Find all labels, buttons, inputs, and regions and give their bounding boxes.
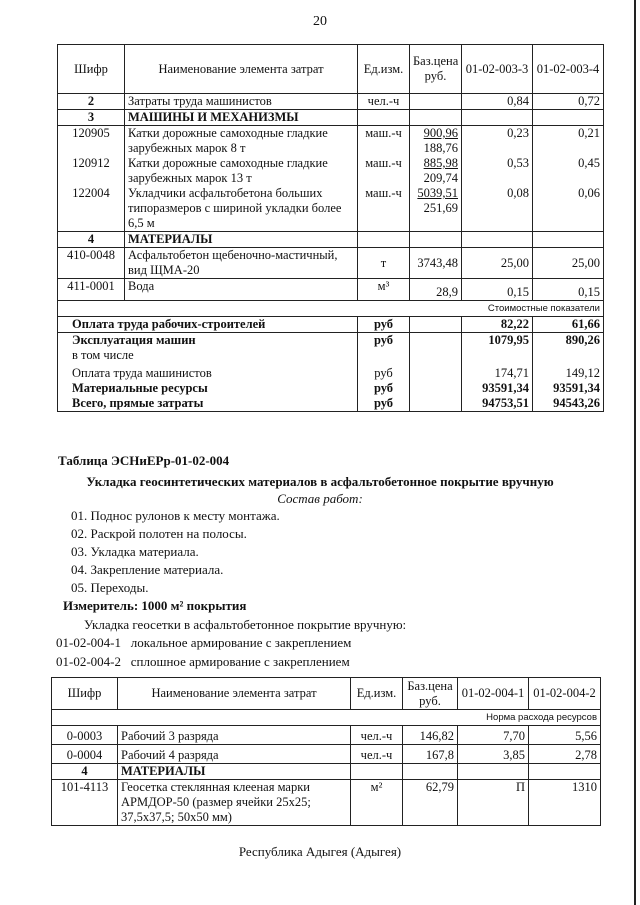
step-item: 01. Поднос рулонов к месту монтажа. — [71, 508, 280, 523]
meter-line: Измеритель: 1000 м² покрытия — [63, 598, 247, 613]
row-v1: 0,53 — [462, 156, 533, 186]
cost-name: Оплата труда рабочих-строителей — [58, 317, 358, 333]
cost-name: в том числе — [58, 348, 358, 363]
row-code: 2 — [58, 94, 125, 110]
row-name: Асфальтобетон щебеночно-мастичный, вид ЩМА-20 — [125, 248, 358, 279]
row-name: Вода — [125, 279, 358, 301]
section-code: 4 — [58, 232, 125, 248]
row-v1: 25,00 — [462, 248, 533, 279]
table-row — [58, 186, 604, 232]
row-name: Катки дорожные самоходные гладкие зарубежных марок 8 т — [125, 126, 358, 157]
section-code: 3 — [58, 110, 125, 126]
table-row — [58, 232, 604, 248]
row-unit: м² — [351, 780, 403, 826]
norm-header: Норма расхода ресурсов — [52, 710, 601, 726]
section-title: МАТЕРИАЛЫ — [125, 232, 358, 248]
cost-row — [58, 348, 604, 363]
row-name: Катки дорожные самоходные гладкие зарубежных марок 13 т — [125, 156, 358, 186]
header-code: Шифр — [52, 678, 118, 710]
cost-v2: 61,66 — [533, 317, 604, 333]
row-price: 5039,51 251,69 — [410, 186, 462, 232]
row-unit: чел.-ч — [358, 94, 410, 110]
row-price: 885,98 209,74 — [410, 156, 462, 186]
header-col2: 01-02-004-2 — [529, 678, 601, 710]
cost-table-1 — [57, 44, 604, 412]
row-price — [410, 94, 462, 110]
row-v1: П — [458, 780, 529, 826]
table-row — [52, 764, 601, 780]
row-name: Укладчики асфальтобетона больших типоразмеров с шириной укладки более 6,5 м — [125, 186, 358, 232]
section-title: МАШИНЫ И МЕХАНИЗМЫ — [125, 110, 358, 126]
header-col1: 01-02-003-3 — [462, 45, 533, 94]
section-subtitle: Состав работ: — [277, 491, 363, 506]
row-code: 120905 — [58, 126, 125, 157]
header-price: Баз.цена руб. — [403, 678, 458, 710]
footer-region: Республика Адыгея (Адыгея) — [238, 844, 402, 859]
variant-1: 01-02-004-1 локальное армирование с закреплением — [56, 635, 352, 650]
row-name: Затраты труда машинистов — [125, 94, 358, 110]
cost-v2: 94543,26 — [533, 396, 604, 412]
row-price: 28,9 — [410, 279, 462, 301]
row-unit: чел.-ч — [351, 726, 403, 745]
row-price: 62,79 — [403, 780, 458, 826]
row-name: Рабочий 3 разряда — [118, 726, 351, 745]
row-code: 101-4113 — [52, 780, 118, 826]
row-v2: 0,45 — [533, 156, 604, 186]
row-code: 0-0003 — [52, 726, 118, 745]
row-price: 900,96 188,76 — [410, 126, 462, 157]
step-item: 04. Закрепление материала. — [71, 562, 224, 577]
cost-unit: руб — [358, 381, 410, 396]
cost-name: Материальные ресурсы — [58, 381, 358, 396]
cost-v1 — [462, 348, 533, 363]
step-item: 03. Укладка материала. — [71, 544, 199, 559]
header-code: Шифр — [58, 45, 125, 94]
header-col1: 01-02-004-1 — [458, 678, 529, 710]
step-item: 05. Переходы. — [71, 580, 149, 595]
header-name: Наименование элемента затрат — [125, 45, 358, 94]
cost-row — [58, 396, 604, 412]
row-price: 3743,48 — [410, 248, 462, 279]
cost-row — [58, 333, 604, 349]
page-number: 20 — [313, 14, 327, 29]
row-v1: 3,85 — [458, 745, 529, 764]
row-code: 410-0048 — [58, 248, 125, 279]
row-unit: м³ — [358, 279, 410, 301]
table-row — [52, 726, 601, 745]
cost-v1: 1079,95 — [462, 333, 533, 349]
row-v2: 0,15 — [533, 279, 604, 301]
row-v2: 2,78 — [529, 745, 601, 764]
table-row — [58, 279, 604, 301]
row-v2: 1310 — [529, 780, 601, 826]
cost-v2 — [533, 348, 604, 363]
row-v2: 0,72 — [533, 94, 604, 110]
cost-v2: 149,12 — [533, 363, 604, 381]
table-row — [58, 156, 604, 186]
cost-header: Стоимостные показатели — [58, 301, 604, 317]
cost-v1: 94753,51 — [462, 396, 533, 412]
variant-2: 01-02-004-2 сплошное армирование с закреплением — [56, 654, 350, 669]
row-name: Геосетка стеклянная клееная марки АРМДОР-50 (размер ячейки 25х25; 37,5х37,5; 50х50 мм) — [118, 780, 351, 826]
page-edge-divider — [634, 0, 636, 905]
row-v1: 0,15 — [462, 279, 533, 301]
row-unit: маш.-ч — [358, 126, 410, 157]
cost-name: Эксплуатация машин — [58, 333, 358, 349]
cost-v2: 93591,34 — [533, 381, 604, 396]
cost-name: Всего, прямые затраты — [58, 396, 358, 412]
row-unit: чел.-ч — [351, 745, 403, 764]
cost-name: Оплата труда машинистов — [58, 363, 358, 381]
row-code: 120912 — [58, 156, 125, 186]
row-unit: т — [358, 248, 410, 279]
header-price: Баз.цена руб. — [410, 45, 462, 94]
row-name: Рабочий 4 разряда — [118, 745, 351, 764]
section-title: МАТЕРИАЛЫ — [118, 764, 351, 780]
row-code: 122004 — [58, 186, 125, 232]
row-price: 146,82 — [403, 726, 458, 745]
row-code: 0-0004 — [52, 745, 118, 764]
table-header-row — [58, 45, 604, 94]
header-name: Наименование элемента затрат — [118, 678, 351, 710]
table-id: Таблица ЭСНиЕРр-01-02-004 — [58, 453, 230, 468]
table-row — [58, 94, 604, 110]
row-unit: маш.-ч — [358, 186, 410, 232]
cost-v1: 174,71 — [462, 363, 533, 381]
table-header-row — [52, 678, 601, 710]
cost-v1: 93591,34 — [462, 381, 533, 396]
table-row — [58, 248, 604, 279]
description-line: Укладка геосетки в асфальтобетонное покрытие вручную: — [84, 617, 407, 632]
row-v2: 0,06 — [533, 186, 604, 232]
row-v2: 5,56 — [529, 726, 601, 745]
cost-row — [58, 363, 604, 381]
row-code: 411-0001 — [58, 279, 125, 301]
header-col2: 01-02-003-4 — [533, 45, 604, 94]
header-unit: Ед.изм. — [358, 45, 410, 94]
row-v2: 0,21 — [533, 126, 604, 157]
cost-row — [58, 317, 604, 333]
cost-row — [58, 381, 604, 396]
cost-header-row — [58, 301, 604, 317]
table-row — [58, 110, 604, 126]
cost-v2: 890,26 — [533, 333, 604, 349]
row-unit: маш.-ч — [358, 156, 410, 186]
cost-unit: руб — [358, 333, 410, 349]
cost-unit: руб — [358, 363, 410, 381]
header-unit: Ед.изм. — [351, 678, 403, 710]
row-v1: 7,70 — [458, 726, 529, 745]
step-item: 02. Раскрой полотен на полосы. — [71, 526, 247, 541]
row-v1: 0,84 — [462, 94, 533, 110]
row-v1: 0,23 — [462, 126, 533, 157]
table-row — [52, 780, 601, 826]
norm-header-row — [52, 710, 601, 726]
table-row — [58, 126, 604, 157]
cost-unit — [358, 348, 410, 363]
row-v2: 25,00 — [533, 248, 604, 279]
cost-unit: руб — [358, 396, 410, 412]
row-v1: 0,08 — [462, 186, 533, 232]
row-price: 167,8 — [403, 745, 458, 764]
section-title: Укладка геосинтетических материалов в асфальтобетонное покрытие вручную — [86, 474, 554, 489]
table-row — [52, 745, 601, 764]
cost-v1: 82,22 — [462, 317, 533, 333]
section-code: 4 — [52, 764, 118, 780]
cost-unit: руб — [358, 317, 410, 333]
cost-table-2 — [51, 677, 601, 826]
